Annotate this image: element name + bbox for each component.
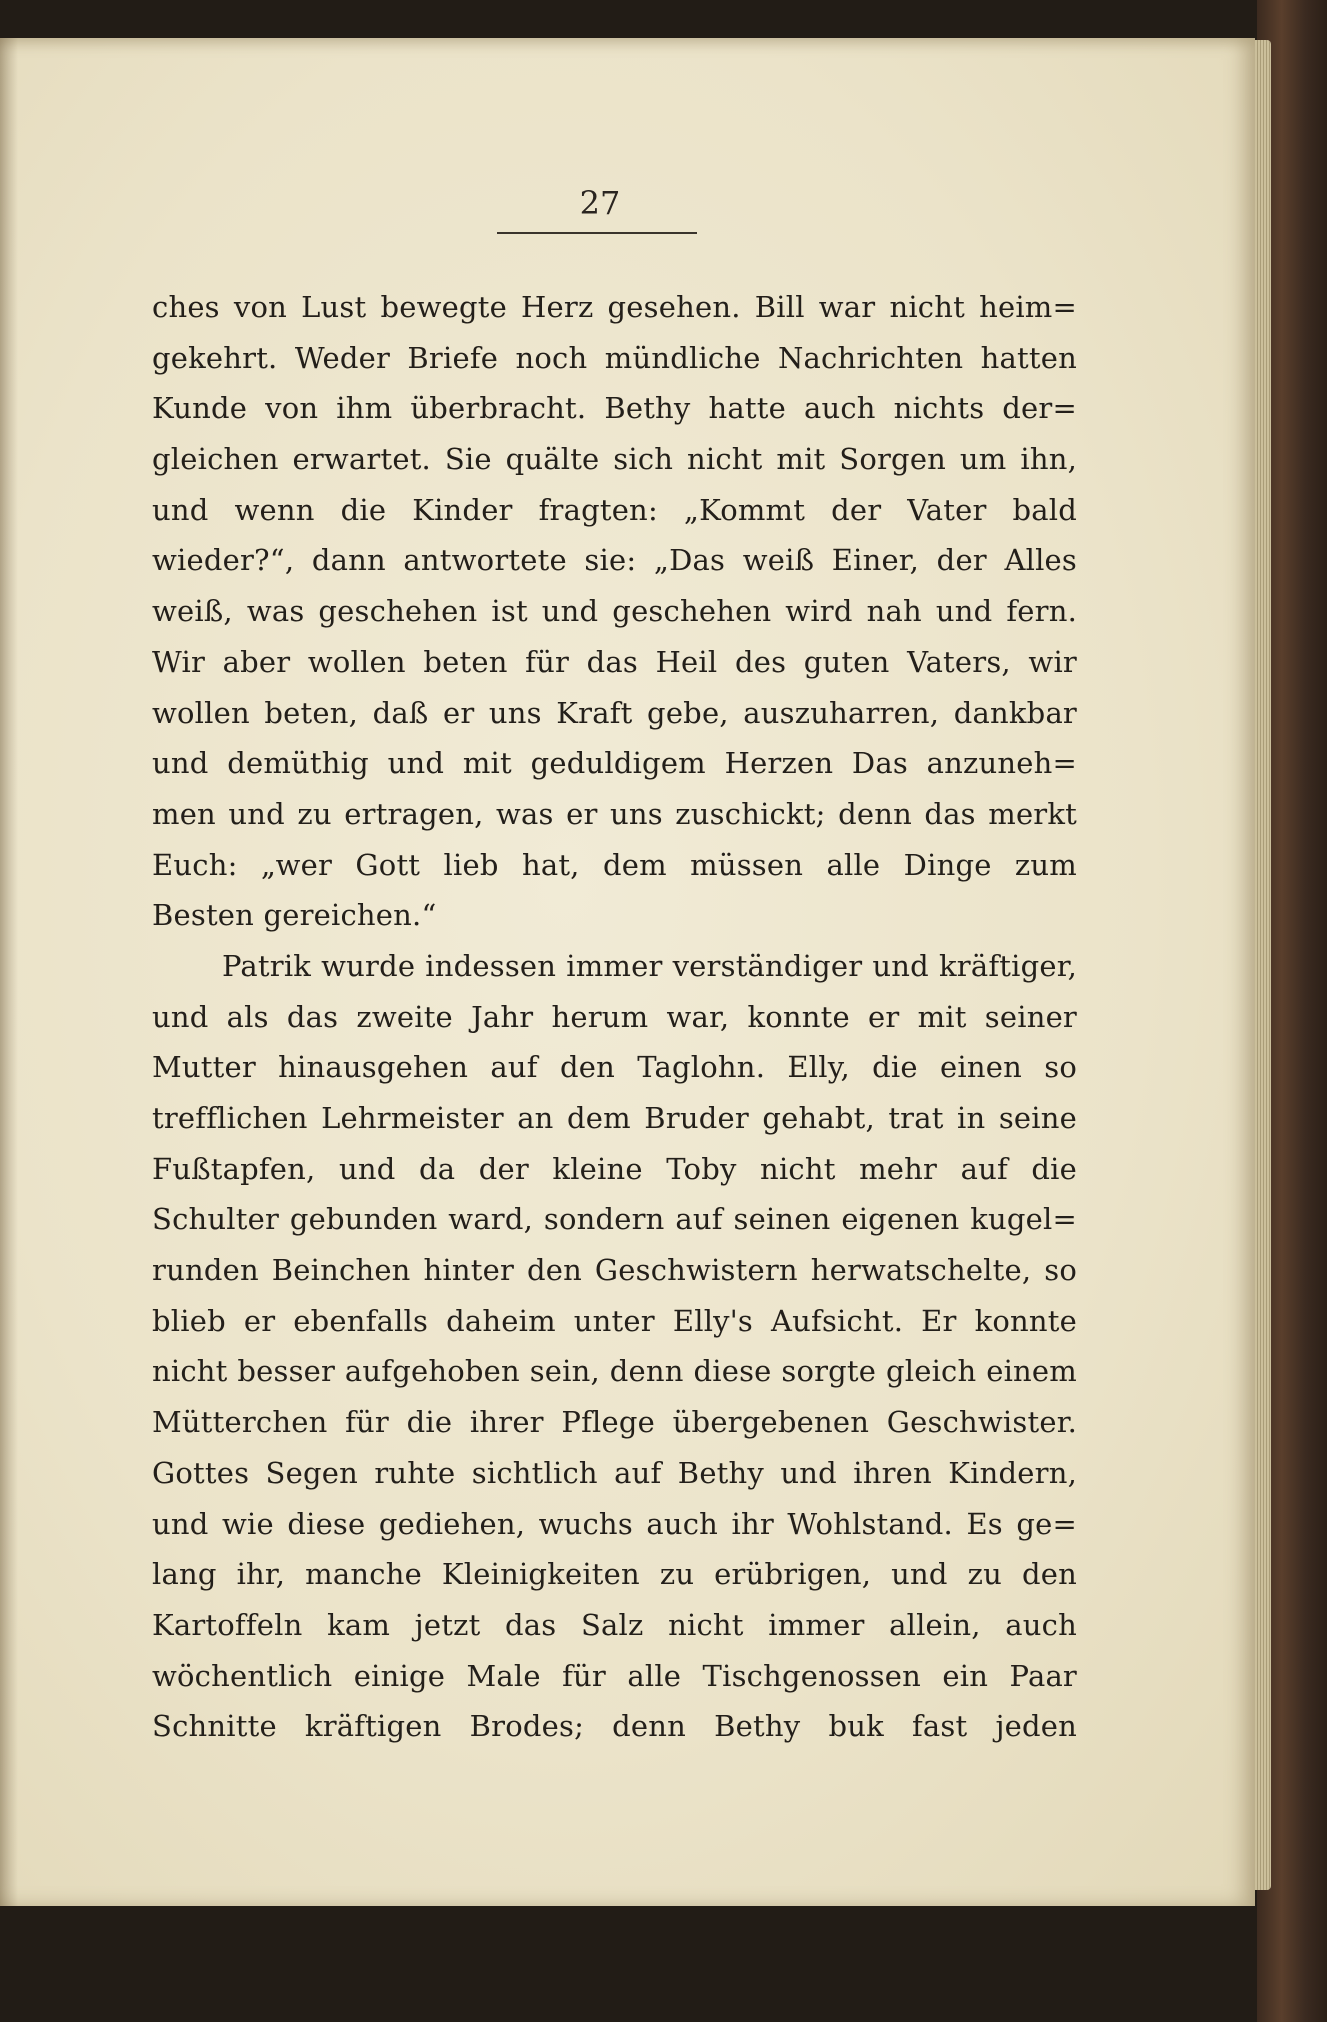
text-line: men und zu ertragen, was er uns zuschickt; denn das merkt [152, 796, 1077, 831]
text-line: Wir aber wollen beten für das Heil des guten Vaters, wir [152, 644, 1077, 679]
text-line: gekehrt. Weder Briefe noch mündliche Nachrichten hatten [152, 340, 1077, 375]
text-line: blieb er ebenfalls daheim unter Elly's Aufsicht. Er konnte [152, 1303, 1077, 1338]
text-line: wollen beten, daß er uns Kraft gebe, auszuharren, dankbar [152, 695, 1077, 730]
page-number-rule [497, 232, 697, 234]
text-line: weiß, was geschehen ist und geschehen wird nah und fern. [152, 594, 1077, 629]
gutter-shadow [0, 38, 18, 1906]
text-line: lang ihr, manche Kleinigkeiten zu erübrigen, und zu den [152, 1557, 1077, 1592]
text-line: Fußtapfen, und da der kleine Toby nicht mehr auf die [152, 1151, 1077, 1186]
text-line: trefflichen Lehrmeister an dem Bruder gehabt, trat in seine [152, 1101, 1077, 1135]
text-line: Schnitte kräftigen Brodes; denn Bethy buk fast jeden [152, 1709, 1077, 1744]
text-line: Kartoffeln kam jetzt das Salz nicht immer allein, auch [152, 1607, 1077, 1642]
page-number: 27 [579, 184, 621, 222]
text-line: wöchentlich einige Male für alle Tischgenossen ein Paar [152, 1658, 1077, 1693]
paragraph-start-line: Patrik wurde indessen immer verständiger und kräftiger, [222, 948, 1077, 983]
text-line: ches von Lust bewegte Herz gesehen. Bill war nicht heim= [152, 290, 1077, 324]
text-line: wieder?“, dann antwortete sie: „Das weiß Einer, der Alles [152, 543, 1077, 578]
text-line: Gottes Segen ruhte sichtlich auf Bethy und ihren Kindern, [152, 1455, 1077, 1490]
text-line: Schulter gebunden ward, sondern auf seinen eigenen kugel= [152, 1202, 1077, 1237]
text-line: und demüthig und mit geduldigem Herzen Das anzuneh= [152, 746, 1077, 781]
text-line: Kunde von ihm überbracht. Bethy hatte auch nichts der= [152, 391, 1077, 426]
text-line: gleichen erwartet. Sie quälte sich nicht mit Sorgen um ihn, [152, 442, 1077, 477]
text-line: Mutter hinausgehen auf den Taglohn. Elly, die einen so [152, 1050, 1077, 1085]
text-line: und als das zweite Jahr herum war, konnte er mit seiner [152, 999, 1077, 1034]
text-line: und wie diese gediehen, wuchs auch ihr Wohlstand. Es ge= [152, 1506, 1077, 1541]
paragraph-end-line: Besten gereichen.“ [152, 898, 437, 933]
text-line: und wenn die Kinder fragten: „Kommt der Vater bald [152, 492, 1077, 527]
text-line: Euch: „wer Gott lieb hat, dem müssen alle Dinge zum [152, 847, 1077, 882]
body-text [152, 282, 1077, 1752]
text-line: Mütterchen für die ihrer Pflege übergebenen Geschwister. [152, 1405, 1077, 1440]
text-line: nicht besser aufgehoben sein, denn diese sorgte gleich einem [152, 1354, 1077, 1389]
text-line: runden Beinchen hinter den Geschwistern herwatschelte, so [152, 1253, 1077, 1288]
